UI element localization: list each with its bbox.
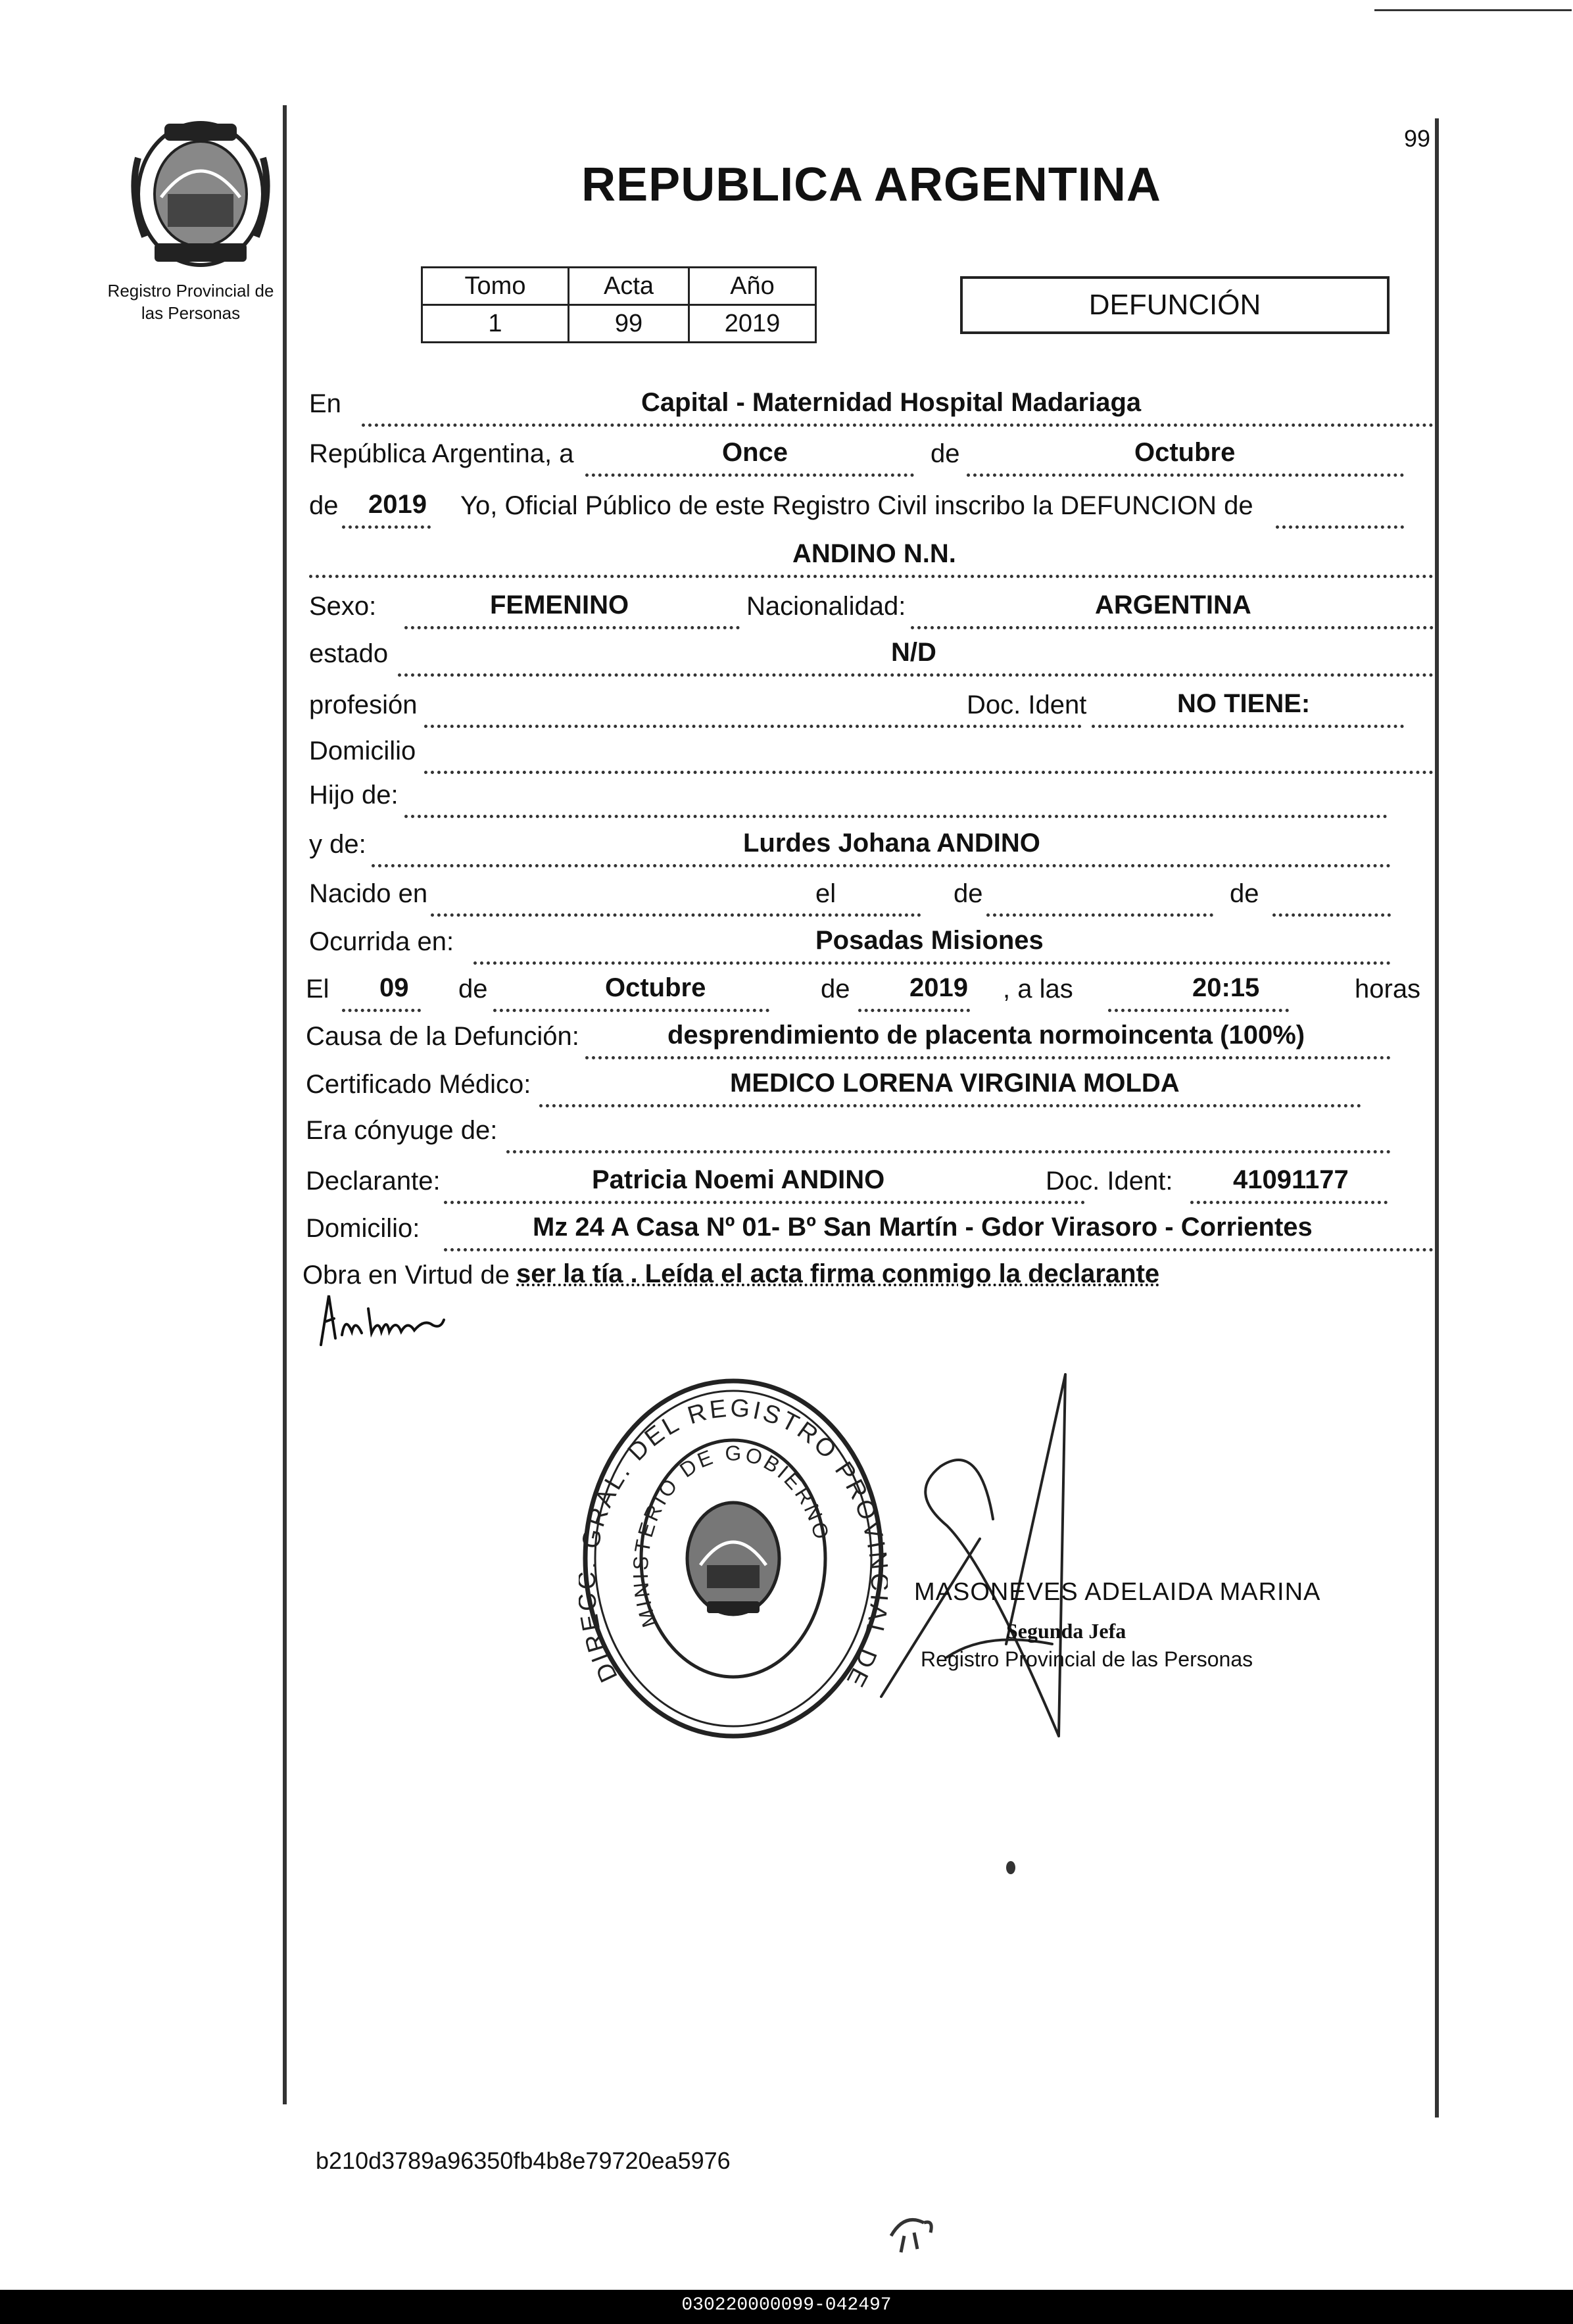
right-margin-line [1435, 118, 1439, 2118]
row-anio-oficial [309, 483, 1434, 529]
nacionalidad-label: Nacionalidad: [746, 592, 906, 621]
domicilio2-label: Domicilio: [306, 1214, 420, 1243]
hora-value: 20:15 [1192, 973, 1260, 1002]
scan-speck-icon [884, 2210, 937, 2256]
row-domicilio [309, 729, 1434, 775]
province-coat-of-arms-icon [125, 118, 276, 270]
page-number: 99 [1404, 125, 1431, 152]
en-value: Capital - Maternidad Hospital Madariaga [641, 388, 1142, 417]
row-estado [309, 631, 1434, 677]
hijo-field [404, 785, 1388, 818]
declarante-value: Patricia Noemi ANDINO [592, 1165, 885, 1194]
declarante-label: Declarante: [306, 1167, 441, 1196]
nombre-value: ANDINO N.N. [792, 539, 956, 568]
declarant-signature-icon [316, 1286, 454, 1351]
obra-label: Obra en Virtud de [302, 1261, 510, 1290]
madre-value: Lurdes Johana ANDINO [743, 829, 1040, 858]
nacionalidad-value: ARGENTINA [1095, 591, 1251, 619]
seal-inner-text: MINISTERIO DE GOBIERNO [628, 1441, 835, 1631]
registry-name: Registro Provincial de las Personas [107, 281, 274, 323]
row-domicilio-declarante [306, 1206, 1434, 1252]
de-label-3: de [954, 879, 983, 908]
record-kind-box: DEFUNCIÓN [960, 276, 1390, 334]
row-madre [309, 822, 1434, 868]
yde-label: y de: [309, 830, 366, 859]
left-margin-line [283, 105, 287, 2104]
conyuge-field [506, 1120, 1391, 1153]
de-label-2: de [309, 491, 339, 520]
mes2-value: Octubre [605, 973, 706, 1002]
acta-header: Acta [569, 268, 689, 305]
official-signature-icon [855, 1368, 1236, 1749]
tomo-value: 1 [422, 305, 569, 343]
sexo-value: FEMENINO [490, 591, 629, 619]
anio-value-line: 2019 [368, 490, 427, 519]
official-stamp-office: Registro Provincial de las Personas [921, 1647, 1253, 1671]
oficial-tail-field [1276, 495, 1404, 529]
official-stamp-role: Segunda Jefa [1006, 1619, 1126, 1643]
el-label: el [815, 879, 836, 908]
mes-value: Octubre [1134, 438, 1236, 467]
de-label-6: de [821, 975, 850, 1004]
row-nacido [309, 871, 1434, 917]
anio-header: Año [689, 268, 816, 305]
row-fecha-inscripcion [309, 431, 1434, 477]
registry-seal-icon [579, 1374, 888, 1743]
row-causa [306, 1014, 1434, 1060]
de-label-4: de [1230, 879, 1259, 908]
causa-value: desprendimiento de placenta normoincenta (100%) [667, 1021, 1305, 1050]
oficial-text: Yo, Oficial Público de este Registro Civil inscribo la DEFUNCION de [460, 491, 1253, 520]
sexo-label: Sexo: [309, 592, 377, 621]
scan-speck-icon [1006, 1861, 1015, 1874]
document-title: REPUBLICA ARGENTINA [581, 158, 1161, 211]
anio2-value: 2019 [909, 973, 968, 1002]
profesion-label: profesión [309, 690, 418, 719]
alas-label: , a las [1003, 975, 1073, 1004]
document-hash: b210d3789a96350fb4b8e79720ea5976 [316, 2147, 731, 2174]
row-sexo [309, 584, 1434, 630]
conyuge-label: Era cónyuge de: [306, 1116, 498, 1145]
row-declarante [306, 1159, 1434, 1205]
ocurrida-label: Ocurrida en: [309, 927, 454, 956]
estado-label: estado [309, 639, 389, 668]
certificado-label: Certificado Médico: [306, 1070, 531, 1099]
seal-outer-text: DIR GRAL. DEL REGISTRO PROVI L DE [579, 1394, 888, 1693]
nacido-anio-field [1272, 883, 1391, 917]
domicilio-label: Domicilio [309, 737, 416, 765]
top-right-rule [1374, 9, 1572, 11]
obra-value: ser la tía . Leída el acta firma conmigo la declarante [516, 1259, 1160, 1288]
en-label: En [309, 389, 341, 418]
el-label-2: El [306, 975, 329, 1004]
causa-label: Causa de la Defunción: [306, 1022, 579, 1051]
estado-value: N/D [891, 638, 936, 667]
nacido-mes-field [986, 883, 1213, 917]
dia-value: Once [722, 438, 788, 467]
domicilio2-value: Mz 24 A Casa Nº 01- Bº San Martín - Gdor Virasoro - Corrientes [533, 1213, 1313, 1242]
doc2-label: Doc. Ident: [1046, 1167, 1173, 1196]
row-profesion [309, 683, 1434, 729]
republica-label: República Argentina, a [309, 439, 574, 468]
domicilio-field [424, 740, 1434, 774]
row-nombre [309, 533, 1434, 579]
row-en [309, 381, 1434, 427]
hijo-label: Hijo de: [309, 781, 399, 810]
de-label-5: de [458, 975, 488, 1004]
de-label-1: de [931, 439, 960, 468]
certificado-value: MEDICO LORENA VIRGINIA MOLDA [730, 1069, 1180, 1098]
row-ocurrida [309, 919, 1434, 965]
doc-label: Doc. Ident [967, 690, 1087, 719]
nacido-label: Nacido en [309, 879, 428, 908]
row-obra [302, 1253, 1434, 1299]
official-stamp-name: MASONEVES ADELAIDA MARINA [914, 1578, 1321, 1606]
row-hijo [309, 773, 1434, 819]
row-conyuge [306, 1108, 1434, 1154]
acta-value: 99 [569, 305, 689, 343]
nacido-field [431, 883, 852, 917]
doc2-value: 41091177 [1233, 1165, 1349, 1194]
doc-value: NO TIENE: [1177, 689, 1311, 718]
row-fecha-defuncion [306, 967, 1434, 1013]
anio-value: 2019 [689, 305, 816, 343]
nacido-dia-field [855, 883, 921, 917]
row-certificado [306, 1062, 1434, 1108]
footer-code: 030220000099-042497 [681, 2295, 892, 2315]
ocurrida-value: Posadas Misiones [815, 926, 1044, 955]
dia2-value: 09 [379, 973, 409, 1002]
tomo-header: Tomo [422, 268, 569, 305]
registry-table [421, 266, 817, 343]
horas-label: horas [1355, 975, 1421, 1004]
